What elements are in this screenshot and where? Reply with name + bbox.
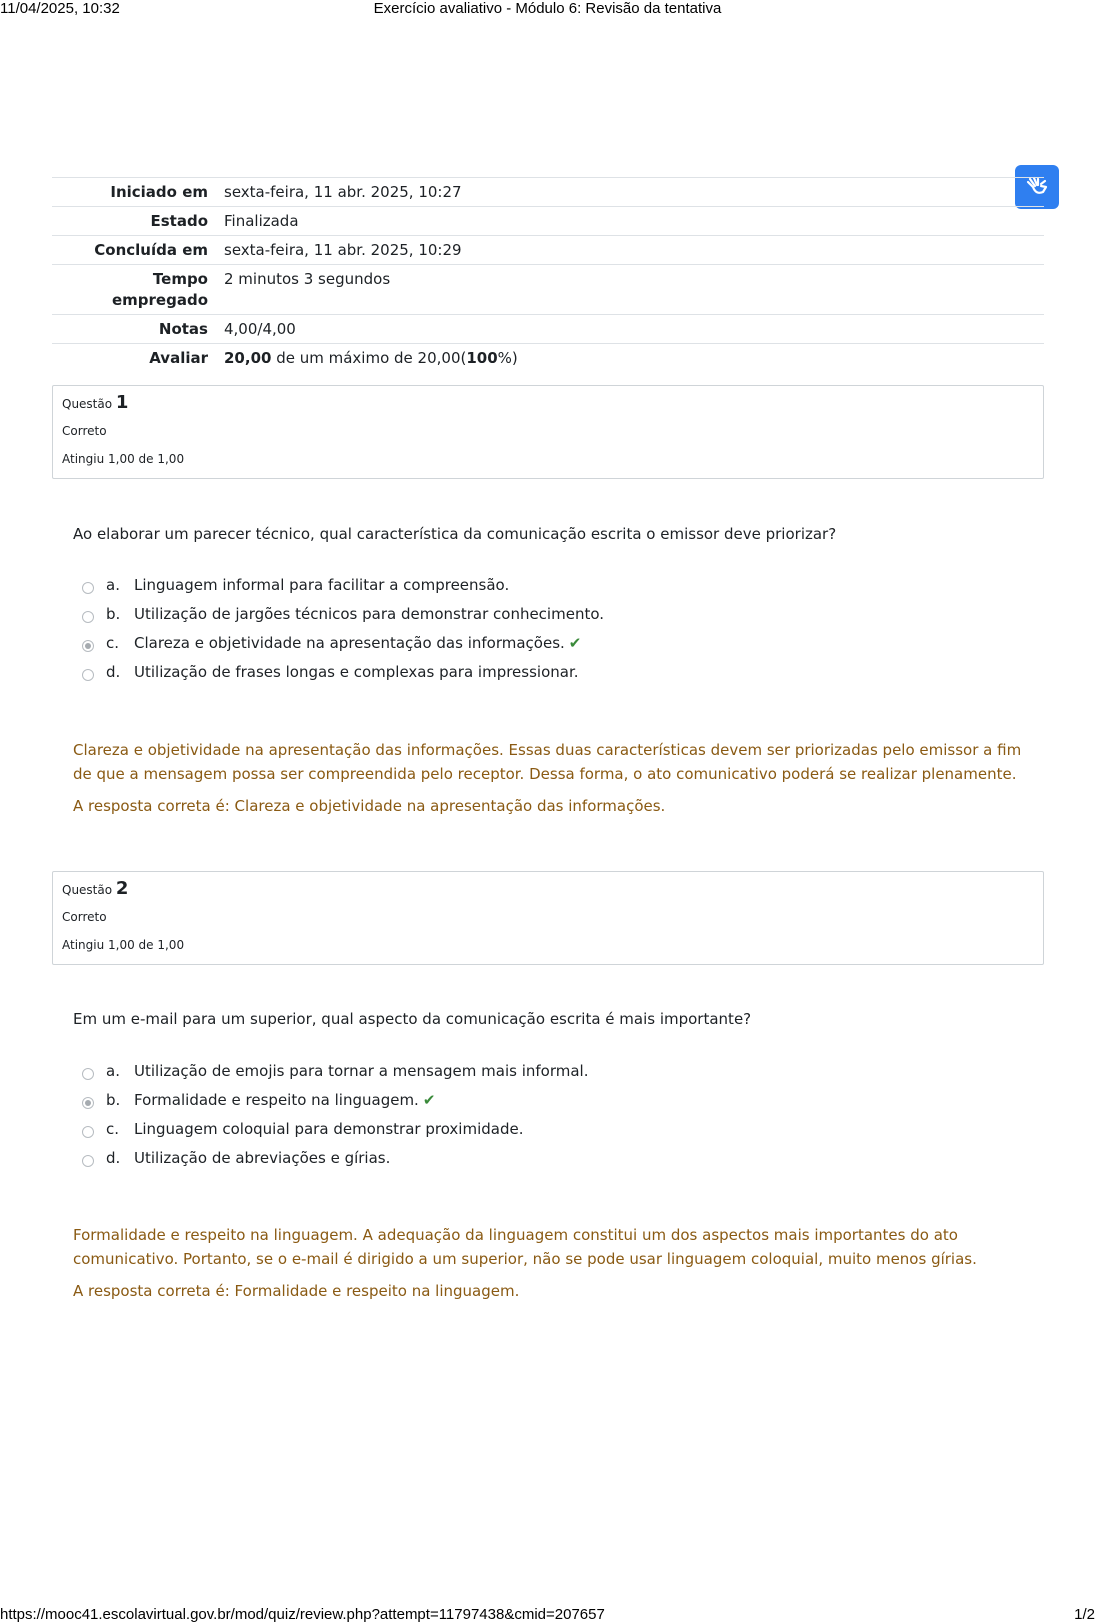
question-state: Correto bbox=[62, 424, 107, 438]
summary-label: Tempo empregado bbox=[52, 265, 216, 315]
right-answer: A resposta correta é: Clareza e objetividade na apresentação das informações. bbox=[73, 797, 666, 815]
print-url: https://mooc41.escolavirtual.gov.br/mod/quiz/review.php?attempt=11797438&cmid=207657 bbox=[0, 1606, 605, 1623]
summary-value: 2 minutos 3 segundos bbox=[216, 265, 1044, 315]
summary-value: Finalizada bbox=[216, 207, 1044, 236]
answer-letter: d. bbox=[106, 1149, 121, 1167]
grade-score: 20,00 bbox=[224, 349, 272, 367]
question-number bbox=[62, 392, 128, 413]
question-number-value: 2 bbox=[115, 878, 129, 899]
check-icon: ✔ bbox=[568, 634, 582, 652]
question-info-box bbox=[52, 385, 1044, 479]
answer-text-wrap bbox=[134, 634, 581, 652]
print-footer bbox=[0, 1606, 1095, 1624]
radio-button-checked[interactable] bbox=[82, 640, 94, 652]
answer-letter: c. bbox=[106, 634, 120, 652]
radio-button[interactable] bbox=[82, 669, 94, 681]
radio-button[interactable] bbox=[82, 611, 94, 623]
print-title: Exercício avaliativo - Módulo 6: Revisão da tentativa bbox=[373, 0, 722, 17]
question-info-box bbox=[52, 871, 1044, 965]
summary-row bbox=[52, 236, 1044, 265]
question-text: Em um e-mail para um superior, qual aspecto da comunicação escrita é mais importante? bbox=[73, 1010, 752, 1028]
radio-button[interactable] bbox=[82, 1068, 94, 1080]
right-answer: A resposta correta é: Formalidade e respeito na linguagem. bbox=[73, 1282, 520, 1300]
check-icon: ✔ bbox=[422, 1091, 436, 1109]
answer-text: Utilização de abreviações e gírias. bbox=[134, 1149, 391, 1167]
radio-button[interactable] bbox=[82, 582, 94, 594]
grade-middle: de um máximo de 20,00( bbox=[271, 349, 467, 367]
answer-text: Linguagem coloquial para demonstrar proximidade. bbox=[134, 1120, 524, 1138]
question-label: Questão bbox=[62, 397, 113, 411]
answer-text: Clareza e objetividade na apresentação das informações. bbox=[134, 634, 565, 652]
grade-percent: 100 bbox=[466, 349, 498, 367]
radio-button-checked[interactable] bbox=[82, 1097, 94, 1109]
summary-label: Concluída em bbox=[52, 236, 216, 265]
summary-label: Avaliar bbox=[52, 344, 216, 373]
answer-text: Utilização de frases longas e complexas para impressionar. bbox=[134, 663, 579, 681]
answer-letter: d. bbox=[106, 663, 121, 681]
question-state: Correto bbox=[62, 910, 107, 924]
answer-text: Utilização de emojis para tornar a mensagem mais informal. bbox=[134, 1062, 589, 1080]
question-number bbox=[62, 878, 128, 899]
question-text: Ao elaborar um parecer técnico, qual característica da comunicação escrita o emissor deve priorizar? bbox=[73, 525, 837, 543]
question-grade: Atingiu 1,00 de 1,00 bbox=[62, 938, 185, 952]
question-label: Questão bbox=[62, 883, 113, 897]
feedback-block bbox=[73, 1223, 1023, 1303]
answer-text: Linguagem informal para facilitar a compreensão. bbox=[134, 576, 510, 594]
answer-text: Utilização de jargões técnicos para demonstrar conhecimento. bbox=[134, 605, 605, 623]
radio-button[interactable] bbox=[82, 1126, 94, 1138]
grade-value bbox=[216, 344, 1044, 373]
print-header bbox=[0, 0, 1095, 18]
question-number-value: 1 bbox=[115, 392, 129, 413]
answer-letter: a. bbox=[106, 576, 120, 594]
general-feedback: Formalidade e respeito na linguagem. A adequação da linguagem constitui um dos aspectos mais importantes do ato comunicativo. Portanto, se o e-mail é dirigido a um superior, não se pode usar linguagem coloquial, muito menos gírias. bbox=[73, 1226, 977, 1268]
summary-row-grade bbox=[52, 344, 1044, 373]
summary-value: sexta-feira, 11 abr. 2025, 10:29 bbox=[216, 236, 1044, 265]
summary-value: sexta-feira, 11 abr. 2025, 10:27 bbox=[216, 178, 1044, 207]
answer-text: Formalidade e respeito na linguagem. bbox=[134, 1091, 419, 1109]
answer-letter: a. bbox=[106, 1062, 120, 1080]
summary-row bbox=[52, 178, 1044, 207]
summary-row bbox=[52, 265, 1044, 315]
summary-row bbox=[52, 207, 1044, 236]
answer-letter: b. bbox=[106, 1091, 121, 1109]
summary-value: 4,00/4,00 bbox=[216, 315, 1044, 344]
answer-letter: c. bbox=[106, 1120, 120, 1138]
question-grade: Atingiu 1,00 de 1,00 bbox=[62, 452, 185, 466]
answer-letter: b. bbox=[106, 605, 121, 623]
grade-end: %) bbox=[497, 349, 518, 367]
feedback-block bbox=[73, 738, 1023, 818]
general-feedback: Clareza e objetividade na apresentação das informações. Essas duas características devem ser priorizadas pelo emissor a fim de que a mensagem possa ser compreendida pelo receptor. Dessa forma, o ato comunicativo poderá se realizar plenamente. bbox=[73, 741, 1022, 783]
summary-label: Estado bbox=[52, 207, 216, 236]
summary-label: Iniciado em bbox=[52, 178, 216, 207]
attempt-summary-table bbox=[52, 177, 1044, 372]
answer-text-wrap bbox=[134, 1091, 435, 1109]
radio-button[interactable] bbox=[82, 1155, 94, 1167]
summary-label: Notas bbox=[52, 315, 216, 344]
print-date: 11/04/2025, 10:32 bbox=[0, 0, 120, 17]
summary-row bbox=[52, 315, 1044, 344]
print-page-number: 1/2 bbox=[1074, 1606, 1095, 1623]
